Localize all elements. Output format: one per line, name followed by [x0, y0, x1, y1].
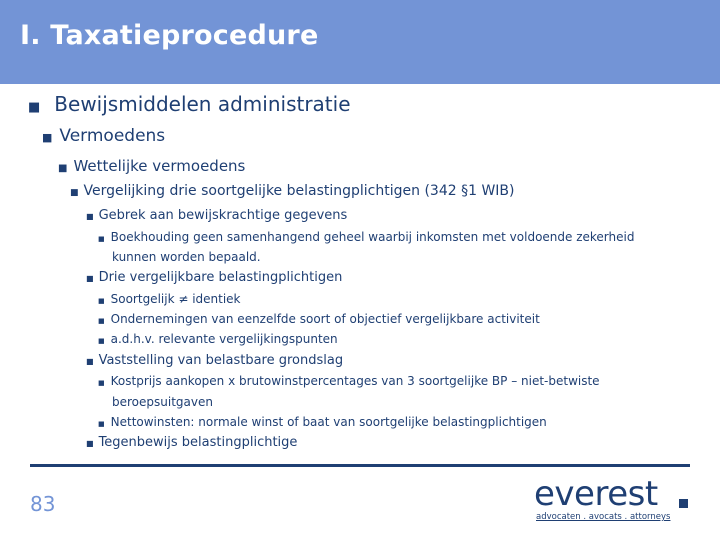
outline-level5 [86, 353, 343, 368]
outline-text: Soortgelijk ≠ identiek [110, 292, 241, 306]
square-bullet-icon: ■ [98, 297, 105, 305]
outline-text: Nettowinsten: normale winst of baat van soortgelijke belastingplichtigen [110, 415, 547, 429]
square-bullet-icon: ■ [42, 131, 53, 144]
outline-text: Vermoedens [59, 126, 166, 146]
footer-divider [30, 464, 690, 467]
outline-text: a.d.h.v. relevante vergelijkingspunten [110, 332, 338, 346]
everest-logo [534, 476, 694, 526]
outline-level4 [70, 183, 514, 199]
outline-text: Ondernemingen van eenzelfde soort of objectief vergelijkbare activiteit [110, 312, 540, 326]
outline-text: Drie vergelijkbare belastingplichtigen [98, 270, 343, 285]
square-bullet-icon: ■ [58, 163, 68, 174]
outline-level1 [28, 92, 351, 116]
outline-text: Bewijsmiddelen administratie [54, 92, 351, 116]
outline-level6 [98, 292, 241, 306]
outline-text: Kostprijs aankopen x brutowinstpercentages van 3 soortgelijke BP – niet-betwiste [110, 374, 600, 388]
outline-level5 [86, 270, 342, 285]
outline-level6 [98, 415, 547, 429]
slide-title: I. Taxatieprocedure [20, 20, 319, 51]
logo-square-icon [679, 499, 688, 508]
outline-text: Boekhouding geen samenhangend geheel waarbij inkomsten met voldoende zekerheid [110, 230, 635, 244]
outline-continuation: beroepsuitgaven [112, 395, 213, 409]
outline-text: Vergelijking drie soortgelijke belastingplichtigen (342 §1 WIB) [83, 183, 515, 199]
outline-level2 [42, 126, 165, 146]
square-bullet-icon: ■ [28, 100, 41, 115]
square-bullet-icon: ■ [86, 439, 94, 448]
square-bullet-icon: ■ [98, 420, 105, 428]
outline-level6 [98, 312, 540, 326]
outline-level3 [58, 157, 245, 175]
outline-level6 [98, 374, 600, 388]
square-bullet-icon: ■ [86, 357, 94, 366]
outline-level5 [86, 208, 347, 223]
outline-level6 [98, 230, 634, 244]
square-bullet-icon: ■ [98, 379, 105, 387]
square-bullet-icon: ■ [98, 337, 105, 345]
outline-continuation: kunnen worden bepaald. [112, 250, 261, 264]
outline-text: Gebrek aan bewijskrachtige gegevens [98, 208, 348, 223]
outline-text: Vaststelling van belastbare grondslag [98, 353, 344, 368]
page-number: 83 [30, 492, 56, 516]
logo-wordmark: everest [534, 474, 658, 514]
logo-tagline: advocaten . avocats . attorneys [536, 512, 671, 522]
square-bullet-icon: ■ [98, 235, 105, 243]
outline-text: Wettelijke vermoedens [73, 157, 246, 175]
square-bullet-icon: ■ [70, 188, 79, 198]
outline-text: Tegenbewijs belastingplichtige [98, 435, 298, 450]
outline-level6 [98, 332, 338, 346]
square-bullet-icon: ■ [86, 274, 94, 283]
outline-level5 [86, 435, 297, 450]
square-bullet-icon: ■ [98, 317, 105, 325]
square-bullet-icon: ■ [86, 212, 94, 221]
